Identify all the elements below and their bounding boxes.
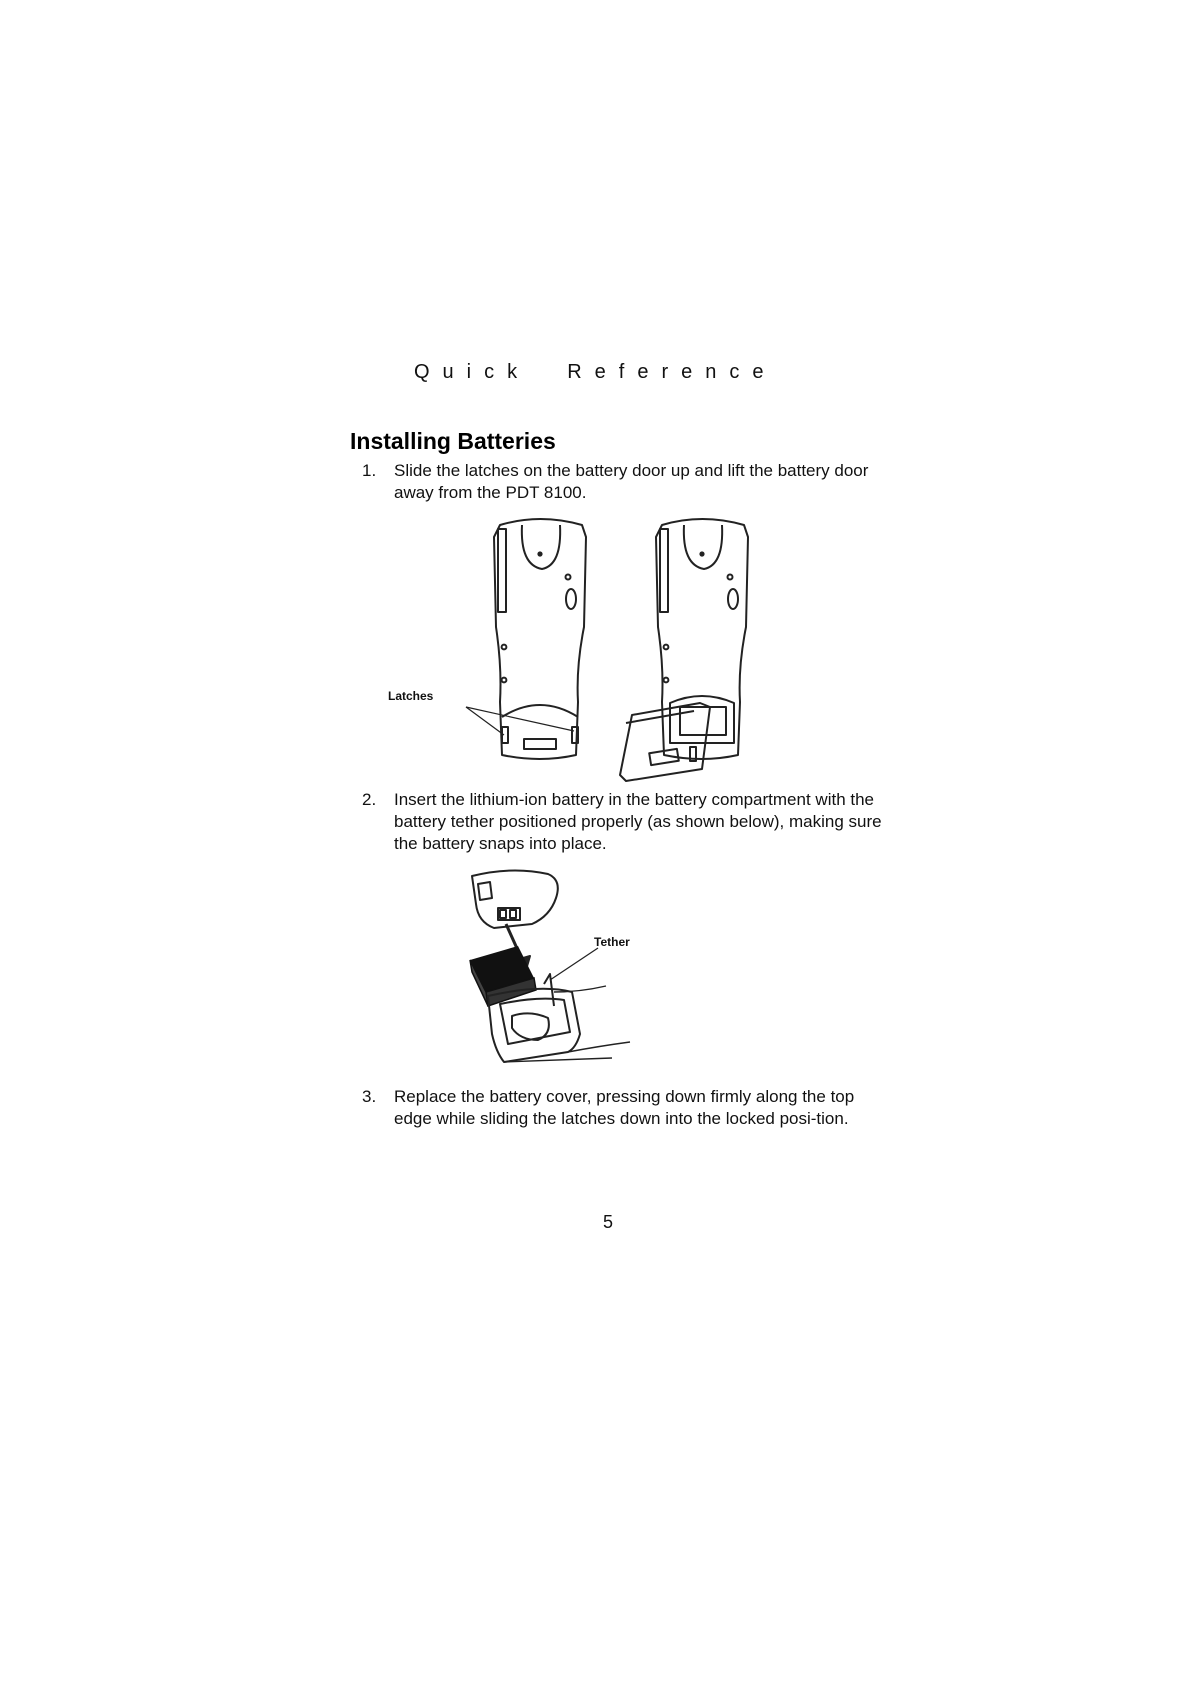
- step-3: [362, 1086, 882, 1130]
- step-2-number: 2.: [362, 790, 377, 809]
- page-number: 5: [603, 1212, 614, 1232]
- running-header: Quick Reference: [414, 361, 777, 383]
- step-3-number: 3.: [362, 1087, 377, 1106]
- step-2: [362, 789, 882, 855]
- latches-callout: Latches: [388, 689, 434, 703]
- battery-door: [472, 870, 558, 928]
- tether-callout: Tether: [594, 935, 630, 949]
- section-title: Installing Batteries: [350, 428, 556, 454]
- step-1-number: 1.: [362, 461, 377, 480]
- device-back-open: [656, 519, 748, 759]
- figure-battery-tether: [460, 866, 710, 1086]
- battery-pack: [470, 946, 536, 1006]
- step-2-text: Insert the lithium-ion battery in the battery compartment with the battery tether positioned properly (as shown below), making sure the battery snaps into place.: [394, 790, 882, 853]
- figure-battery-door-latches: [388, 507, 780, 787]
- step-3-text: Replace the battery cover, pressing down firmly along the top edge while sliding the latches down into the locked posi-tion.: [394, 1087, 855, 1128]
- step-1: [362, 460, 882, 504]
- step-1-text: Slide the latches on the battery door up and lift the battery door away from the PDT 8100.: [394, 461, 869, 502]
